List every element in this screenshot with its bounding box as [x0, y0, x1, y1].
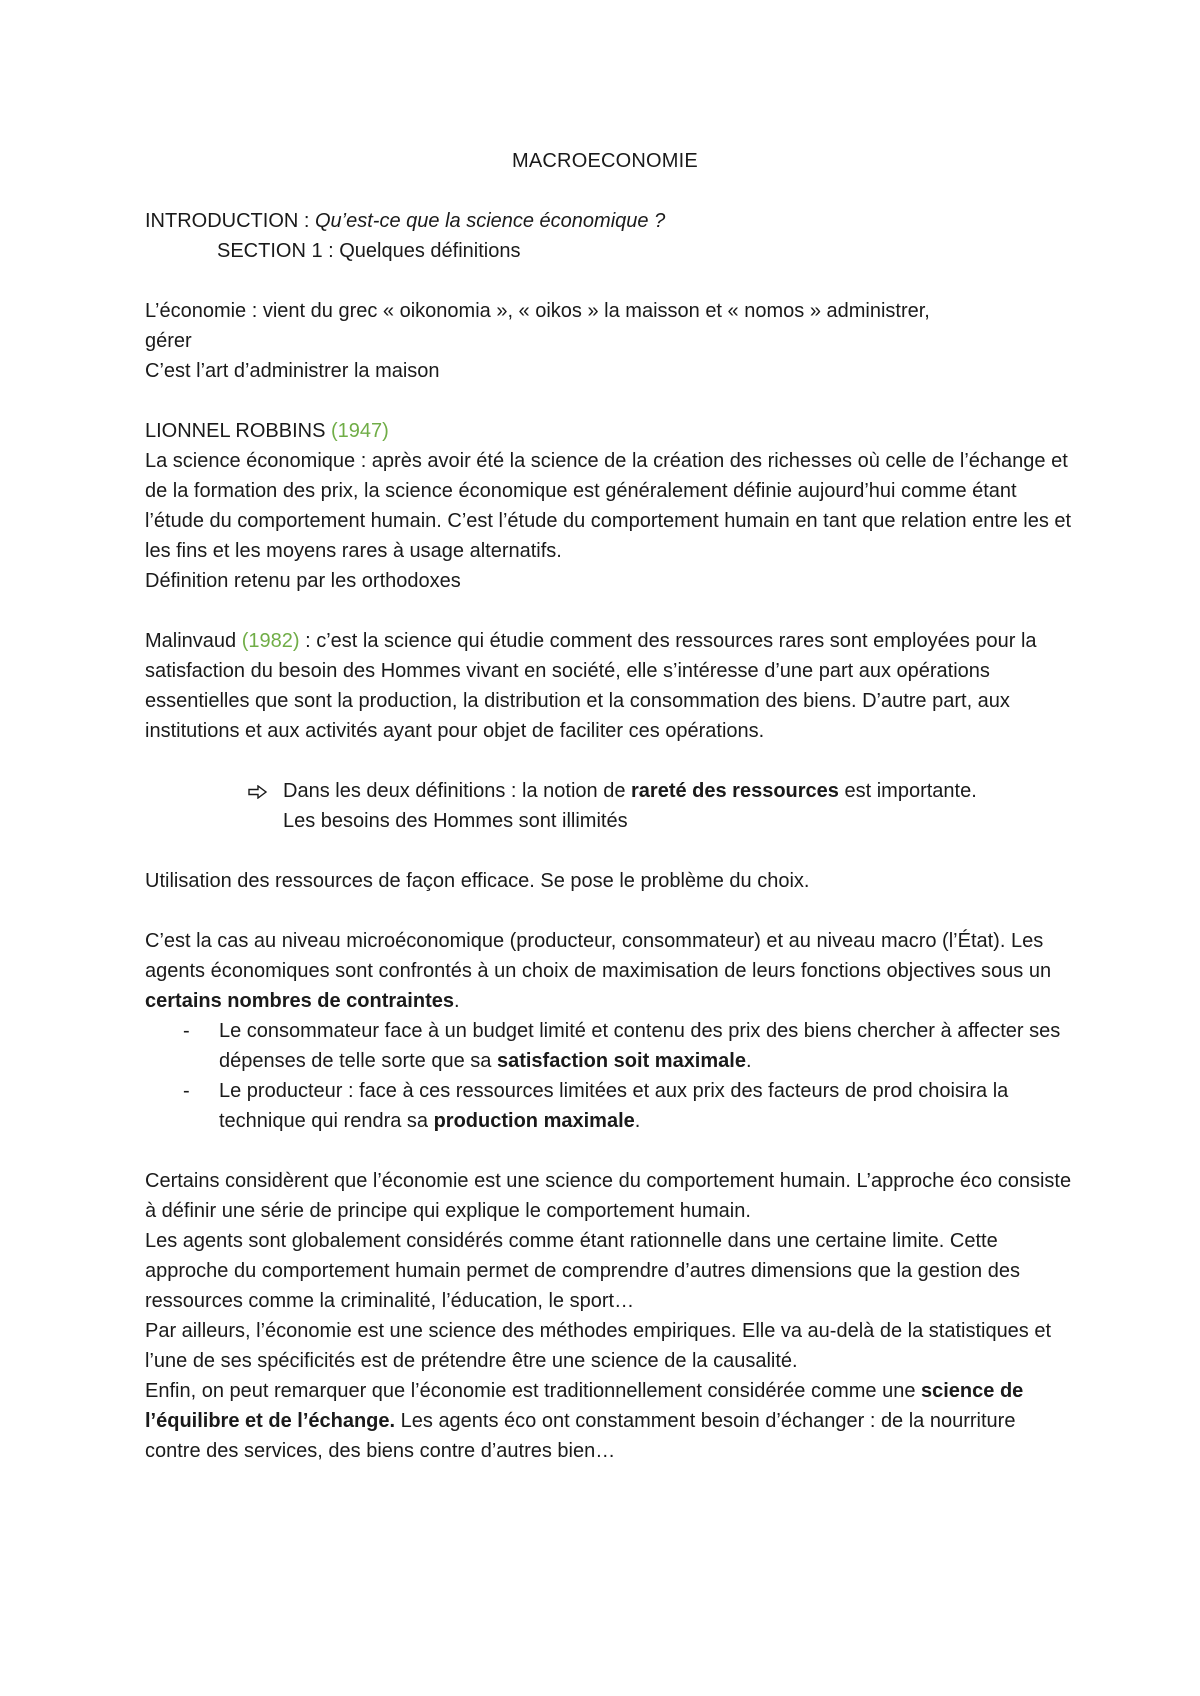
robbins-name: LIONNEL ROBBINS — [145, 420, 331, 442]
list-item-bold: production maximale — [433, 1110, 635, 1132]
introduction-heading — [145, 206, 1075, 236]
list-item-bold: satisfaction soit maximale — [496, 1050, 746, 1072]
arrow-point — [145, 776, 1075, 836]
list-item-before: Le consommateur face à un budget limité et contenu des prix des biens chercher à affecter ses dépenses de telle sorte que sa — [219, 1020, 1061, 1072]
closing-p4-bold: science de l’équilibre et de l’échange. — [145, 1380, 1024, 1432]
list-item-after: . — [634, 1110, 641, 1132]
document-body — [145, 146, 1075, 1466]
closing-p4-after: Les agents éco ont constamment besoin d’échanger : de la nourriture contre des services, des biens contre d’autres bien… — [145, 1410, 1016, 1462]
introduction-question: Qu’est-ce que la science économique ? — [315, 210, 666, 232]
malinvaud-paragraph — [145, 626, 1075, 746]
utilisation-paragraph: Utilisation des ressources de façon efficace. Se pose le problème du choix. — [145, 870, 810, 892]
robbins-text: La science économique : après avoir été la science de la création des richesses où celle de l’échange et de la formation des prix, la science économique est généralement définie aujourd’hui comme étant l’étude du comportement humain. C’est l’étude du comportement humain en tant que relation entre les et les fins et les moyens rares à usage alternatifs. — [145, 450, 1072, 562]
closing-p4-before: Enfin, on peut remarquer que l’économie est traditionnellement considérée comme une — [145, 1380, 921, 1402]
section-heading: SECTION 1 : Quelques définitions — [217, 240, 521, 262]
cas-paragraph — [145, 926, 1075, 1016]
list-item — [145, 1016, 1075, 1076]
malinvaud-name: Malinvaud — [145, 630, 242, 652]
arrow-point-after: est importante. — [838, 780, 977, 802]
introduction-label: INTRODUCTION : — [145, 210, 315, 232]
list-item-before: Le producteur : face à ces ressources limitées et aux prix des facteurs de prod choisira la technique qui rendra sa — [219, 1080, 1009, 1132]
economie-definition-line2: gérer — [145, 330, 192, 352]
robbins-year: (1947) — [330, 420, 389, 442]
right-arrow-icon — [248, 776, 274, 806]
list-item-after: . — [745, 1050, 752, 1072]
closing-paragraph-1: Certains considèrent que l’économie est une science du comportement humain. L’approche éco consiste à définir une série de principe qui explique le comportement humain. — [145, 1170, 1072, 1222]
malinvaud-year: (1982) — [241, 630, 300, 652]
dash-bullet: - — [183, 1020, 190, 1042]
cas-before: C’est la cas au niveau microéconomique (producteur, consommateur) et au niveau macro (l’État). Les agents économiques sont confrontés à un choix de maximisation de leurs fonctions objectives sous un — [145, 930, 1052, 982]
cas-bold: certains nombres de contraintes — [145, 990, 454, 1012]
list-item — [145, 1076, 1075, 1136]
dash-bullet: - — [183, 1080, 190, 1102]
economie-definition-line3: C’est l’art d’administrer la maison — [145, 360, 440, 382]
closing-paragraph-3: Par ailleurs, l’économie est une science des méthodes empiriques. Elle va au-delà de la statistiques et l’une de ses spécificités est de prétendre être une science de la causalité. — [145, 1320, 1052, 1372]
robbins-heading — [145, 416, 1075, 446]
arrow-point-bold: rareté des ressources — [631, 780, 839, 802]
malinvaud-text: : c’est la science qui étudie comment des ressources rares sont employées pour la satisfaction du besoin des Hommes vivant en société, elle s’intéresse d’une part aux opérations essentielles que sont la production, la distribution et la consommation des biens. D’autre part, aux institutions et aux activités ayant pour objet de faciliter ces opérations. — [145, 630, 1037, 742]
closing-paragraph-4 — [145, 1376, 1075, 1466]
robbins-retained: Définition retenu par les orthodoxes — [145, 570, 461, 592]
closing-paragraph-2: Les agents sont globalement considérés comme étant rationnelle dans une certaine limite. Cette approche du comportement humain permet de comprendre d’autres dimensions que la gestion des ressources comme la criminalité, l’éducation, le sport… — [145, 1230, 1020, 1312]
choice-list — [145, 1016, 1075, 1136]
cas-after: . — [453, 990, 460, 1012]
arrow-point-before: Dans les deux définitions : la notion de — [283, 780, 631, 802]
arrow-point-line1 — [283, 776, 1075, 806]
document-title: MACROECONOMIE — [512, 150, 698, 172]
arrow-point-line2: Les besoins des Hommes sont illimités — [283, 810, 628, 832]
economie-definition-line1: L’économie : vient du grec « oikonomia », « oikos » la maisson et « nomos » administrer, — [145, 300, 930, 322]
